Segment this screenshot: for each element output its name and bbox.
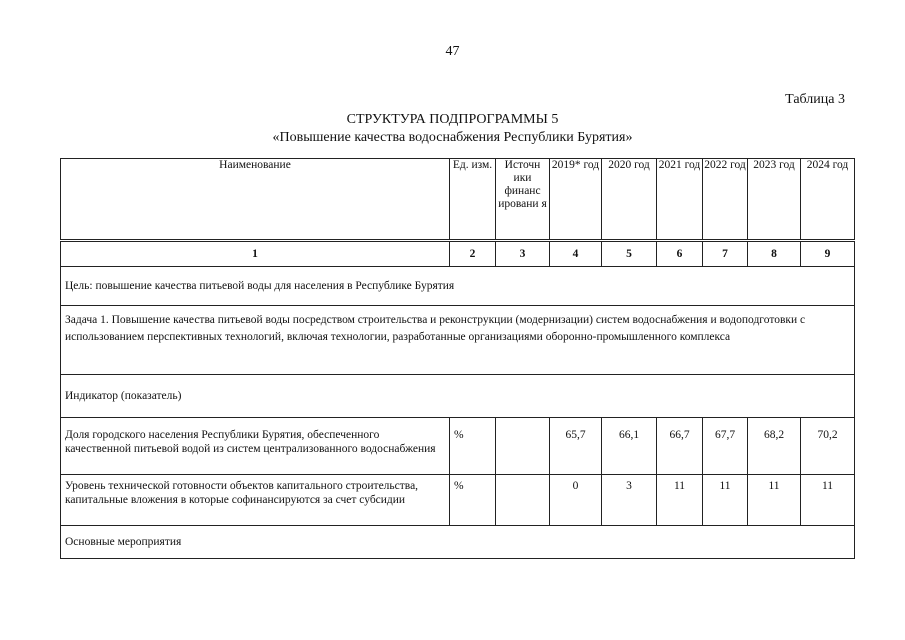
header-unit: Ед. изм. [450,159,496,241]
header-2022: 2022 год [703,159,748,241]
table-row [61,475,855,526]
header-2021: 2021 год [657,159,703,241]
document-title [0,111,905,147]
title-line-2: «Повышение качества водоснабжения Республики Бурятия» [272,130,633,145]
header-2019: 2019* год [550,159,602,241]
value-2020: 3 [602,475,657,526]
header-name: Наименование [61,159,450,241]
column-number: 6 [657,241,703,267]
value-2022: 67,7 [703,418,748,475]
indicator-heading-row [61,375,855,418]
value-2024: 11 [801,475,855,526]
column-number: 3 [496,241,550,267]
row-name: Уровень технической готовности объектов капитального строительства, капитальные вложения в которые софинансируются за счет субсидии [61,475,450,526]
value-2020: 66,1 [602,418,657,475]
value-2022: 11 [703,475,748,526]
value-2023: 68,2 [748,418,801,475]
column-number: 9 [801,241,855,267]
column-number: 7 [703,241,748,267]
row-source [496,475,550,526]
goal-text: Цель: повышение качества питьевой воды для населения в Республике Бурятия [61,267,855,306]
task-row [61,306,855,375]
value-2019: 0 [550,475,602,526]
column-number-row [61,241,855,267]
activities-heading: Основные мероприятия [61,526,855,559]
value-2019: 65,7 [550,418,602,475]
indicator-heading: Индикатор (показатель) [61,375,855,418]
value-2024: 70,2 [801,418,855,475]
header-row [61,159,855,241]
subprogram-structure-table [60,158,855,559]
column-number: 8 [748,241,801,267]
column-number: 1 [61,241,450,267]
row-unit: % [450,418,496,475]
value-2021: 11 [657,475,703,526]
row-source [496,418,550,475]
column-number: 5 [602,241,657,267]
value-2021: 66,7 [657,418,703,475]
table-label: Таблица 3 [785,92,845,107]
column-number: 2 [450,241,496,267]
row-unit: % [450,475,496,526]
goal-row [61,267,855,306]
task-text: Задача 1. Повышение качества питьевой воды посредством строительства и реконструкции (модернизации) систем водоснабжения и водоподготовки с использованием перспективных технологий, включая технологии, разработанные организациями оборонно-промышленного комплекса [61,306,855,375]
row-name: Доля городского населения Республики Бурятия, обеспеченного качественной питьевой водой из систем централизованного водоснабжения [61,418,450,475]
header-source: Источн ики финанс ировани я [496,159,550,241]
value-2023: 11 [748,475,801,526]
header-2024: 2024 год [801,159,855,241]
page-number: 47 [445,44,460,59]
title-line-1: СТРУКТУРА ПОДПРОГРАММЫ 5 [346,112,559,127]
column-number: 4 [550,241,602,267]
table-row [61,418,855,475]
header-2020: 2020 год [602,159,657,241]
header-2023: 2023 год [748,159,801,241]
activities-heading-row [61,526,855,559]
